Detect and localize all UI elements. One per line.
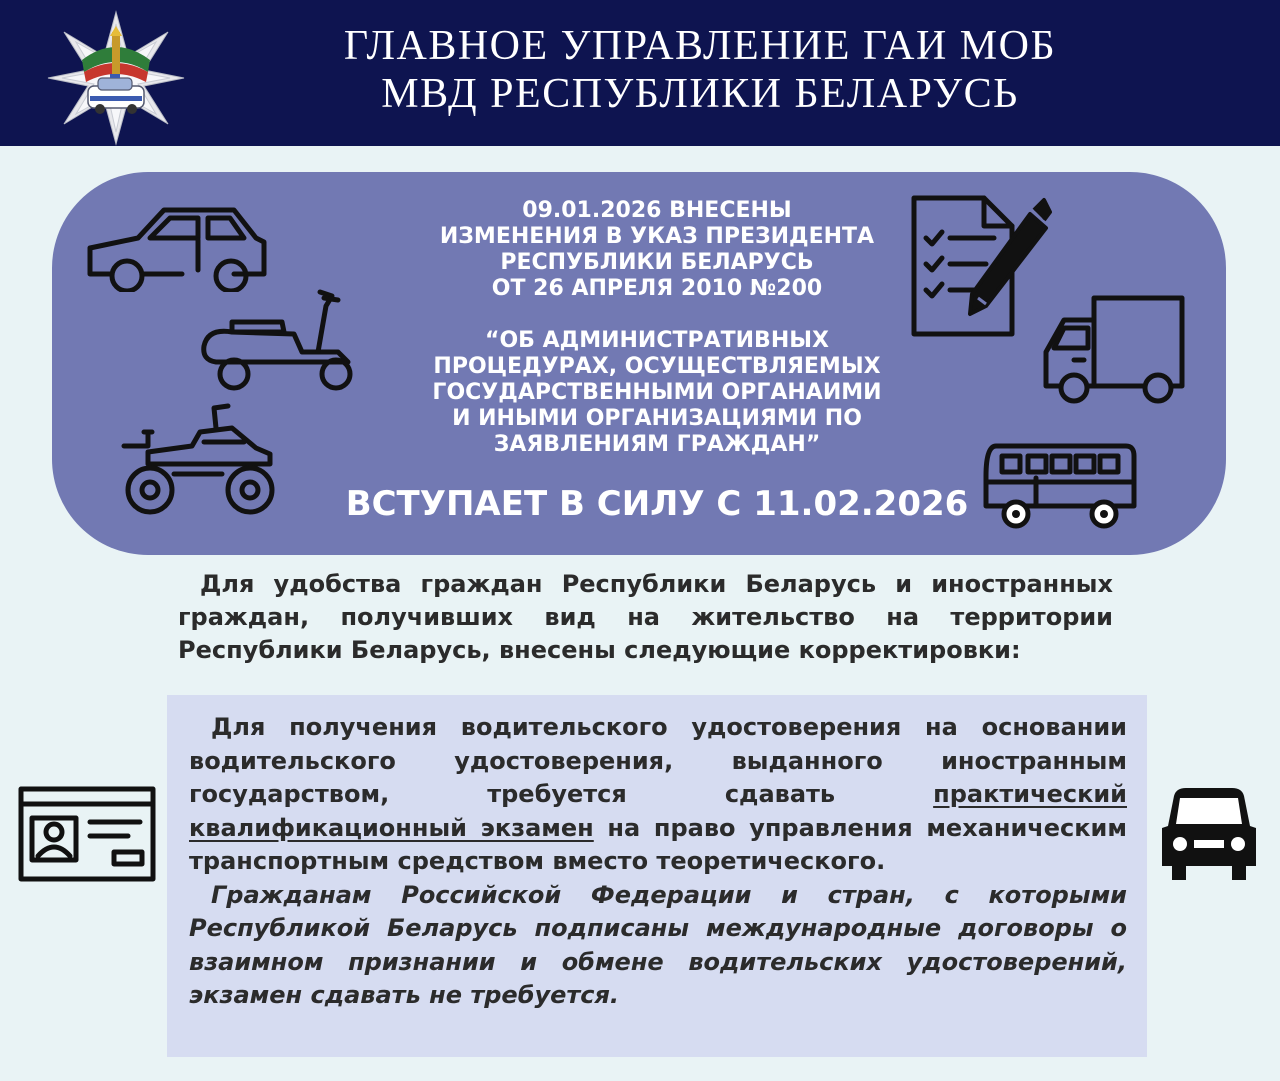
scooter-icon [198,288,362,394]
delivery-truck-icon [1040,294,1186,406]
header-title-line-2: МВД РЕСПУБЛИКИ БЕЛАРУСЬ [381,71,1019,117]
decree-title-line: ГОСУДАРСТВЕННЫМИ ОРГАНАИМИ [432,380,882,405]
announcement-line: ИЗМЕНЕНИЯ В УКАЗ ПРЕЗИДЕНТА [439,224,875,249]
decree-title-line: ЗАЯВЛЕНИЯМ ГРАЖДАН” [493,432,821,457]
practical-exam-paragraph [189,711,1127,879]
announcement-band [52,172,1226,555]
traffic-police-emblem-icon [44,8,188,148]
announcement-line: 09.01.2026 ВНЕСЕНЫ [522,198,792,223]
header-banner [0,0,1280,146]
intro-text: Для удобства граждан Республики Беларусь и иностранных граждан, получивших вид на жительство на территории Республики Беларусь, внесены следующие корректировки: [178,570,1113,664]
decree-title-line: И ИНЫМИ ОРГАНИЗАЦИЯМИ ПО [452,406,862,431]
driver-license-icon [18,786,156,882]
car-front-icon [1158,786,1260,882]
intro-paragraph [178,568,1113,667]
announcement-line: ОТ 26 АПРЕЛЯ 2010 №200 [491,276,823,301]
decree-title-line: “ОБ АДМИНИСТРАТИВНЫХ [485,328,829,353]
effective-date: ВСТУПАЕТ В СИЛУ С 11.02.2026 [345,484,969,524]
info-box [167,695,1147,1057]
practical-exam-text-start: Для получения водительского удостоверения на основании водительского удостоверения, выданного иностранным государством, требуется сдавать [189,713,1127,808]
header-title [200,22,1200,118]
decree-title-line: ПРОЦЕДУРАХ, ОСУЩЕСТВЛЯЕМЫХ [433,354,881,379]
sedan-car-icon [86,202,270,292]
exemption-paragraph: Гражданам Российской Федерации и стран, с которыми Республикой Беларусь подписаны международные договоры о взаимном признании и обмене водительских удостоверений, экзамен сдавать не требуется. [189,880,1127,1009]
announcement-line: РЕСПУБЛИКИ БЕЛАРУСЬ [500,250,814,275]
header-title-line-1: ГЛАВНОЕ УПРАВЛЕНИЕ ГАИ МОБ [343,23,1057,69]
practical-exam-highlight: практический квалификационный экзамен [189,780,1127,842]
decree-announcement [352,198,962,458]
practical-exam-text-end: на право управления механическим транспортным средством вместо теоретического. [189,813,1127,875]
info-box-text [189,711,1127,1013]
